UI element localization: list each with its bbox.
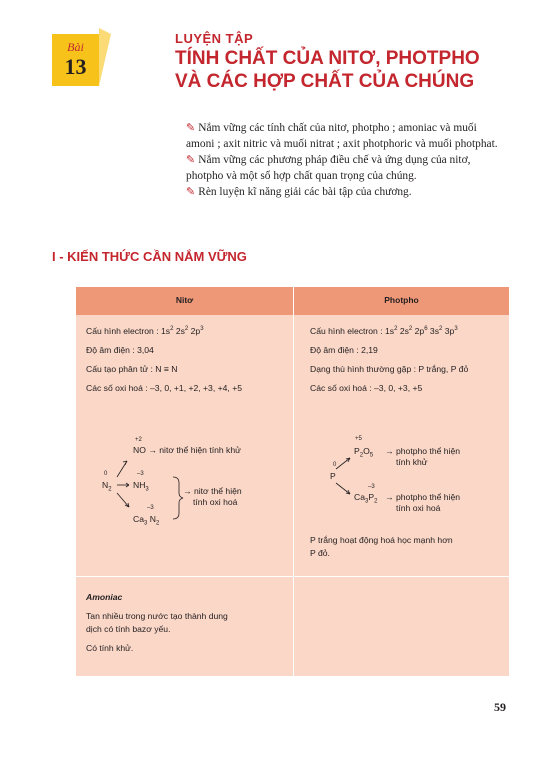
lesson-kicker: LUYỆN TẬP [175, 31, 254, 46]
phosphorus-oxidizing-desc-2: tính oxi hoá [396, 503, 441, 513]
objective-text: Nắm vững các phương pháp điều chế và ứng dụng của nitơ, photpho và một số hợp chất quan trọng của chúng. [186, 154, 471, 182]
badge-label: Bài [67, 40, 84, 54]
nitrogen-oxidation-states: Các số oxi hoá : –3, 0, +1, +2, +3, +4, +5 [86, 383, 242, 393]
ox-state-plus5: +5 [355, 436, 362, 442]
phosphorus-note-line2: P đỏ. [310, 548, 330, 558]
title-line-2: VÀ CÁC HỢP CHẤT CỦA CHÚNG [175, 71, 475, 92]
objective-item [186, 184, 506, 201]
phosphorus-reducing-desc-2: tính khử [396, 457, 428, 467]
ox-state-zero-p: 0 [333, 462, 337, 468]
phosphorus-electron-config: Cấu hình electron : $1s^2$ $2s^2$ $2p^6$ $3s^2$ $3p^3$ [310, 326, 458, 336]
objective-item [186, 120, 506, 152]
formula-no: NO → nitơ thể hiện tính khử [133, 445, 241, 455]
ox-state-zero-n: 0 [104, 471, 108, 477]
formula-nh3: $NH_3$ [133, 480, 149, 493]
ox-state-minus3-nh3: –3 [137, 471, 144, 477]
knowledge-table [76, 287, 509, 676]
formula-ca3n2: $Ca_3$ $N_2$ [133, 514, 160, 527]
phosphorus-electronegativity: Độ âm điện : 2,19 [310, 345, 378, 355]
objectives-list [186, 120, 506, 201]
lesson-badge [52, 34, 99, 86]
objective-text: Rèn luyện kĩ năng giải các bài tập của chương. [198, 186, 412, 199]
section-heading: I - KIẾN THỨC CẦN NẮM VỮNG [52, 249, 247, 264]
phosphorus-reducing-desc: → photpho thể hiện [385, 446, 461, 456]
page-number: 59 [494, 700, 506, 714]
ox-state-plus2: +2 [135, 437, 142, 443]
badge-number: 13 [64, 54, 87, 79]
lesson-title [175, 47, 480, 93]
objective-text: Nắm vững các tính chất của nitơ, photpho ; amoniac và muối amoni ; axit nitric và muối nitrat ; axit photphoric và muối photphat. [186, 122, 498, 150]
ammonia-line3: Có tính khử. [86, 643, 134, 653]
formula-n2: $N_2$ [102, 480, 112, 493]
ammonia-heading: Amoniac [86, 592, 123, 602]
ox-state-minus3-ca3p2: –3 [368, 484, 375, 490]
pencil-icon: ✎ [186, 185, 196, 199]
ammonia-line1: Tan nhiều trong nước tạo thành dung [86, 611, 228, 621]
title-line-1: TÍNH CHẤT CỦA NITƠ, PHOTPHO [175, 48, 480, 69]
formula-ca3p2: $Ca_3P_2$ [354, 492, 378, 505]
nitrogen-oxidizing-desc: → nitơ thể hiện [183, 486, 242, 496]
nitrogen-electronegativity: Độ âm điện : 3,04 [86, 345, 154, 355]
nitrogen-molecular-structure: Cấu tạo phân tử : N ≡ N [86, 364, 178, 374]
row-divider [76, 576, 509, 577]
ammonia-line2: dịch có tính bazơ yếu. [86, 624, 171, 634]
pencil-icon: ✎ [186, 153, 196, 167]
column-header-nitrogen: Nitơ [175, 295, 194, 305]
nitrogen-oxidizing-desc-2: tính oxi hoá [193, 497, 238, 507]
phosphorus-oxidation-states: Các số oxi hoá : –3, 0, +3, +5 [310, 383, 423, 393]
nitrogen-electron-config: Cấu hình electron : $1s^2$ $2s^2$ $2p^3$ [86, 326, 204, 336]
pencil-icon: ✎ [186, 121, 196, 134]
phosphorus-oxidizing-desc: → photpho thể hiện [385, 492, 461, 502]
badge-accent [99, 28, 111, 86]
ox-state-minus3-ca3n2: –3 [147, 505, 154, 511]
objective-item [186, 152, 506, 184]
formula-p: P [330, 471, 336, 481]
phosphorus-note-line1: P trắng hoạt động hoá học mạnh hơn [310, 535, 453, 545]
formula-p2o5: $P_2O_5$ [354, 446, 374, 459]
column-header-phosphorus: Photpho [384, 295, 419, 305]
phosphorus-common-forms: Dạng thù hình thường gặp : P trắng, P đỏ [310, 364, 469, 374]
